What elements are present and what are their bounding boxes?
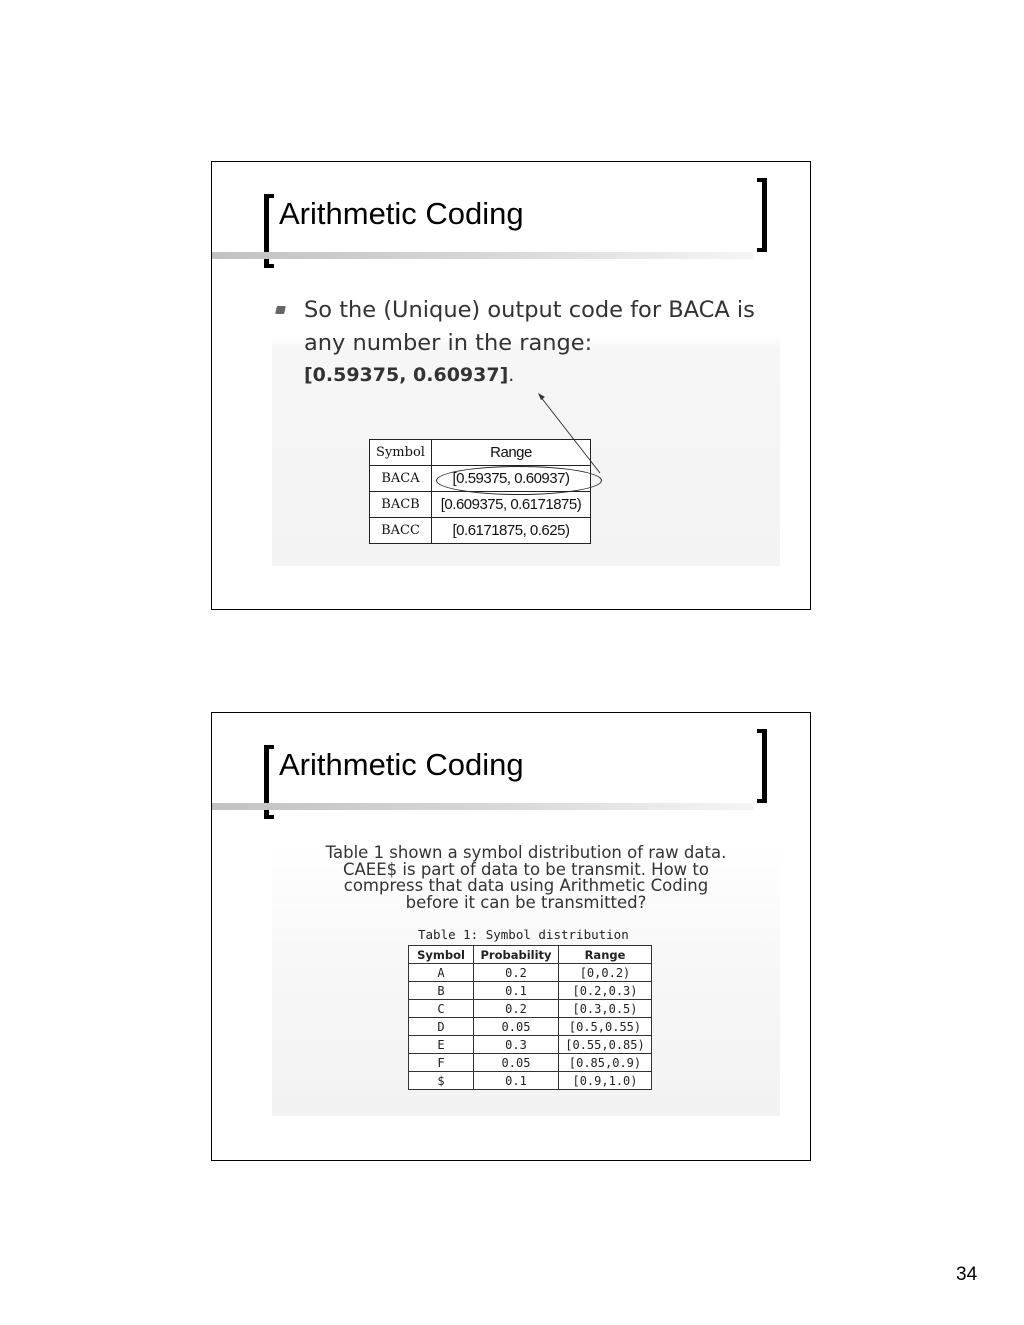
title-bracket-right	[757, 178, 767, 252]
slide-2	[211, 712, 811, 1161]
problem-line: Table 1 shown a symbol distribution of raw data.	[325, 843, 727, 862]
cell-symbol: BACC	[370, 518, 432, 544]
slide-title: Arithmetic Coding	[279, 747, 524, 782]
cell-range: [0,0.2)	[559, 964, 652, 982]
page-number: 34	[956, 1264, 978, 1285]
cell-range: [0.609375, 0.6171875)	[432, 492, 591, 518]
title-bracket-right	[757, 729, 767, 803]
slide-1	[211, 161, 811, 610]
problem-line: compress that data using Arithmetic Coding	[343, 876, 709, 895]
title-rule	[212, 252, 754, 259]
cell-probability: 0.05	[474, 1018, 559, 1036]
cell-probability: 0.05	[474, 1054, 559, 1072]
cell-symbol: BACA	[370, 466, 432, 492]
problem-line: before it can be transmitted?	[405, 892, 647, 912]
table-row	[409, 1036, 652, 1054]
cell-symbol: A	[409, 964, 474, 982]
header-symbol: Symbol	[370, 440, 432, 466]
problem-line: CAEE$ is part of data to be transmit. How to	[343, 859, 709, 879]
header-range: Range	[559, 946, 652, 964]
cell-symbol: BACB	[370, 492, 432, 518]
title-rule	[212, 803, 754, 810]
cell-range: [0.9,1.0)	[559, 1072, 652, 1090]
cell-range: [0.6171875, 0.625)	[432, 518, 591, 544]
cell-symbol: $	[409, 1072, 474, 1090]
table-row	[409, 964, 652, 982]
table-row	[409, 1054, 652, 1072]
cell-probability: 0.2	[474, 964, 559, 982]
table-row	[409, 982, 652, 1000]
cell-symbol: F	[409, 1054, 474, 1072]
symbol-distribution-table	[408, 945, 652, 1090]
cell-symbol: C	[409, 1000, 474, 1018]
header-symbol: Symbol	[409, 946, 474, 964]
cell-symbol: D	[409, 1018, 474, 1036]
table-caption: Table 1: Symbol distribution	[418, 927, 629, 942]
cell-range: [0.2,0.3)	[559, 982, 652, 1000]
table-header-row	[409, 946, 652, 964]
cell-range: [0.5,0.55)	[559, 1018, 652, 1036]
embedded-screenshot	[272, 841, 780, 1116]
problem-statement	[272, 845, 780, 911]
table-row	[409, 1072, 652, 1090]
cell-symbol: E	[409, 1036, 474, 1054]
embedded-screenshot	[272, 290, 780, 566]
cell-range: [0.3,0.5)	[559, 1000, 652, 1018]
cell-range: [0.55,0.85)	[559, 1036, 652, 1054]
header-probability: Probability	[474, 946, 559, 964]
cell-symbol: B	[409, 982, 474, 1000]
cell-probability: 0.3	[474, 1036, 559, 1054]
cell-range: [0.85,0.9)	[559, 1054, 652, 1072]
table-row	[409, 1000, 652, 1018]
bullet-text: So the (Unique) output code for BACA is any number in the range:	[304, 297, 755, 356]
range-tail: .	[508, 364, 515, 386]
range-bold: [0.59375, 0.60937]	[304, 364, 509, 386]
cell-probability: 0.1	[474, 1072, 559, 1090]
table-row	[409, 1018, 652, 1036]
cell-range: [0.59375, 0.60937)	[432, 466, 591, 492]
cell-probability: 0.1	[474, 982, 559, 1000]
header-range: Range	[432, 440, 591, 466]
cell-probability: 0.2	[474, 1000, 559, 1018]
slide-title: Arithmetic Coding	[279, 196, 524, 231]
pointer-arrow	[272, 290, 780, 566]
